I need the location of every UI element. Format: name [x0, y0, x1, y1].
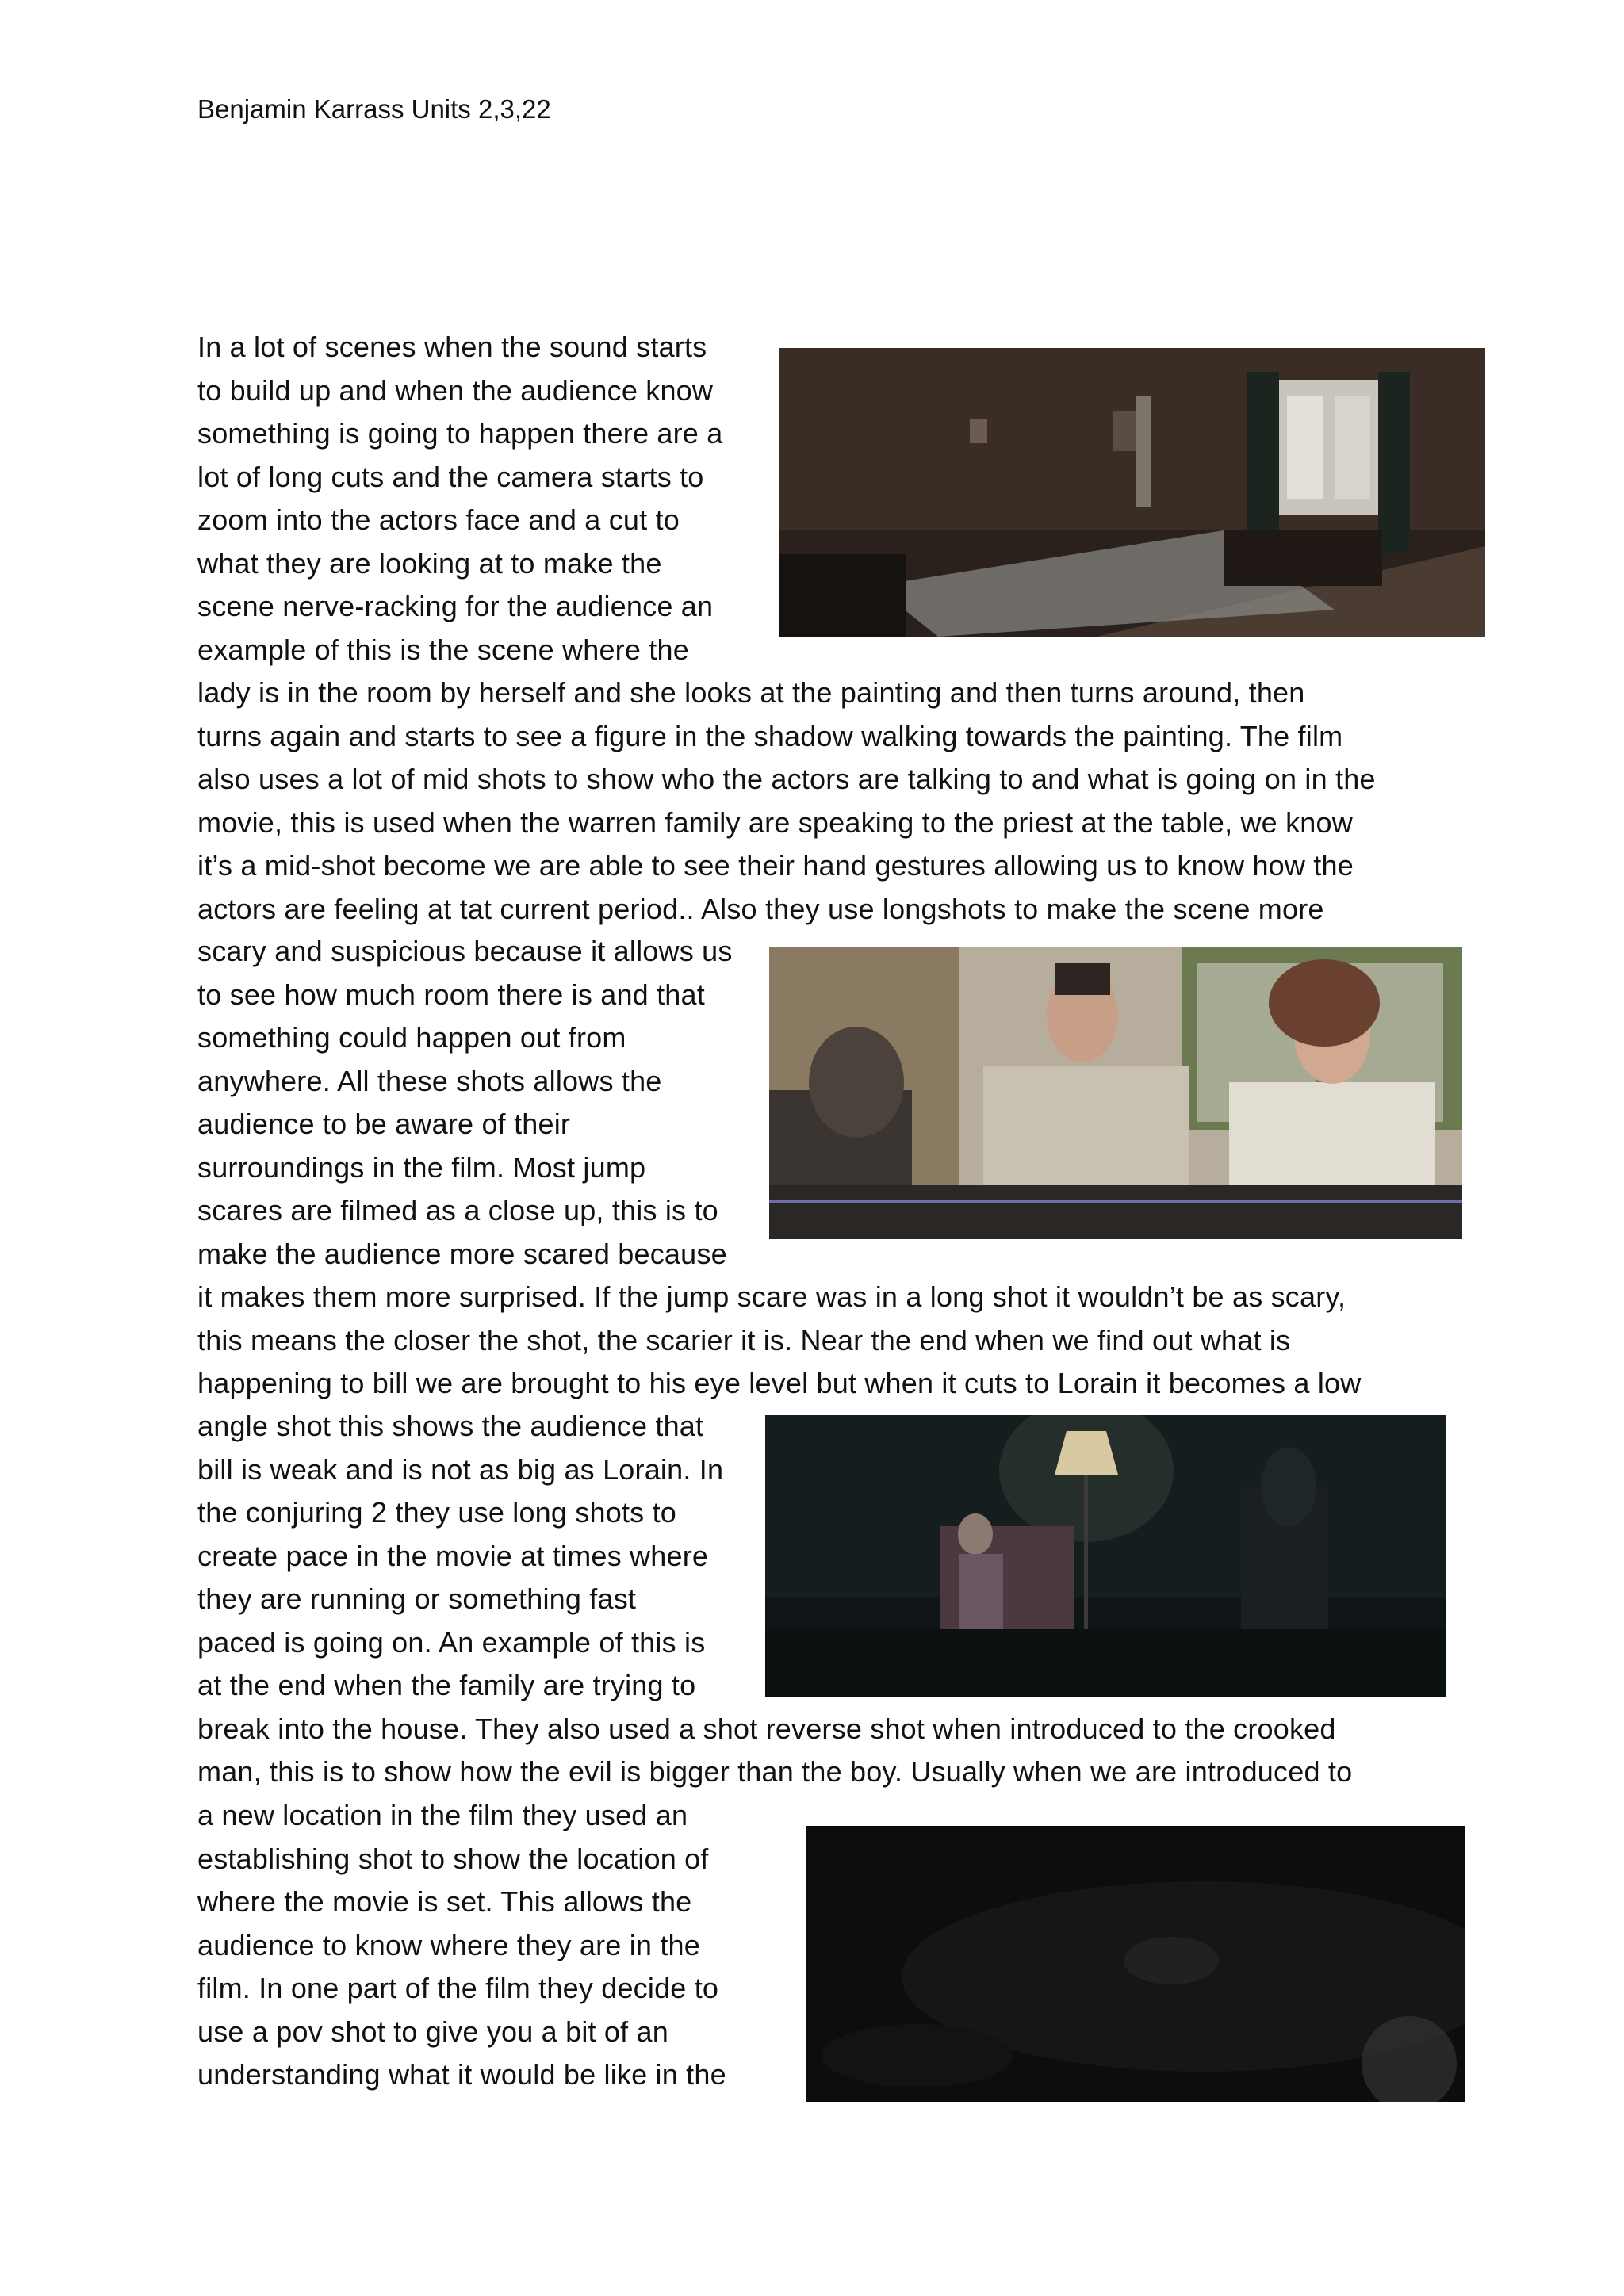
table-conversation-still — [769, 947, 1462, 1239]
text-line: zoom into the actors face and a cut to — [197, 503, 680, 536]
text-line: they are running or something fast — [197, 1582, 637, 1615]
text-line: to see how much room there is and that — [197, 978, 705, 1011]
text-line: turns again and starts to see a figure in the shadow walking towards the painting. The film — [197, 719, 1343, 752]
text-line: also uses a lot of mid shots to show who the actors are talking to and what is going on in the — [197, 763, 1376, 795]
text-line: what they are looking at to make the — [197, 546, 662, 580]
text-line: something is going to happen there are a — [197, 417, 723, 450]
text-line: happening to bill we are brought to his eye level but when it cuts to Lorain it becomes a low — [197, 1367, 1362, 1399]
text-line: paced is going on. An example of this is — [197, 1625, 706, 1659]
text-line: something could happen out from — [197, 1021, 626, 1054]
text-line: scares are filmed as a close up, this is to — [197, 1194, 718, 1226]
text-line: establishing shot to show the location of — [197, 1842, 709, 1875]
text-line: movie, this is used when the warren family are speaking to the priest at the table, we know — [197, 806, 1353, 839]
text-line: the conjuring 2 they use long shots to — [197, 1496, 676, 1529]
text-line: it’s a mid-shot become we are able to see their hand gestures allowing us to know how the — [197, 849, 1354, 882]
text-line: audience to know where they are in the — [197, 1928, 700, 1961]
text-line: at the end when the family are trying to — [197, 1669, 696, 1701]
text-line: lady is in the room by herself and she looks at the painting and then turns around, then — [197, 676, 1305, 709]
text-line: where the movie is set. This allows the — [197, 1885, 692, 1918]
page-header: Benjamin Karrass Units 2,3,22 — [197, 94, 551, 124]
text-line: lot of long cuts and the camera starts to — [197, 460, 704, 493]
text-line: surroundings in the film. Most jump — [197, 1150, 646, 1184]
paragraph-4 — [197, 1794, 726, 2097]
text-line: scene nerve-racking for the audience an — [197, 590, 714, 622]
text-line: it makes them more surprised. If the jump scare was in a long shot it wouldn’t be as scary, — [197, 1280, 1346, 1313]
text-line: scary and suspicious because it allows us — [197, 935, 733, 967]
text-line: use a pov shot to give you a bit of an — [197, 2015, 668, 2048]
lamp-chair-still — [765, 1415, 1446, 1697]
dark-pov-still — [806, 1826, 1465, 2102]
text-line: bill is weak and is not as big as Lorain. In — [197, 1452, 724, 1486]
text-line: actors are feeling at tat current period.. Also they use longshots to make the scene more — [197, 892, 1324, 925]
text-line: make the audience more scared because — [197, 1237, 727, 1270]
room-scene-still — [779, 348, 1485, 637]
text-line: create pace in the movie at times where — [197, 1539, 709, 1572]
text-line: angle shot this shows the audience that — [197, 1410, 704, 1442]
text-line: man, this is to show how the evil is bigger than the boy. Usually when we are introduced to — [197, 1755, 1353, 1788]
text-line: anywhere. All these shots allows the — [197, 1064, 662, 1097]
text-line: to build up and when the audience know — [197, 373, 714, 407]
text-line: audience to be aware of their — [197, 1108, 571, 1140]
text-line: In a lot of scenes when the sound starts — [197, 331, 707, 363]
text-line: a new location in the film they used an — [197, 1799, 688, 1831]
text-line: break into the house. They also used a shot reverse shot when introduced to the crooked — [197, 1712, 1336, 1745]
text-line: this means the closer the shot, the scarier it is. Near the end when we find out what is — [197, 1323, 1291, 1357]
text-line: film. In one part of the film they decide to — [197, 1972, 719, 2004]
text-line: example of this is the scene where the — [197, 633, 689, 666]
text-line: understanding what it would be like in the — [197, 2058, 726, 2091]
